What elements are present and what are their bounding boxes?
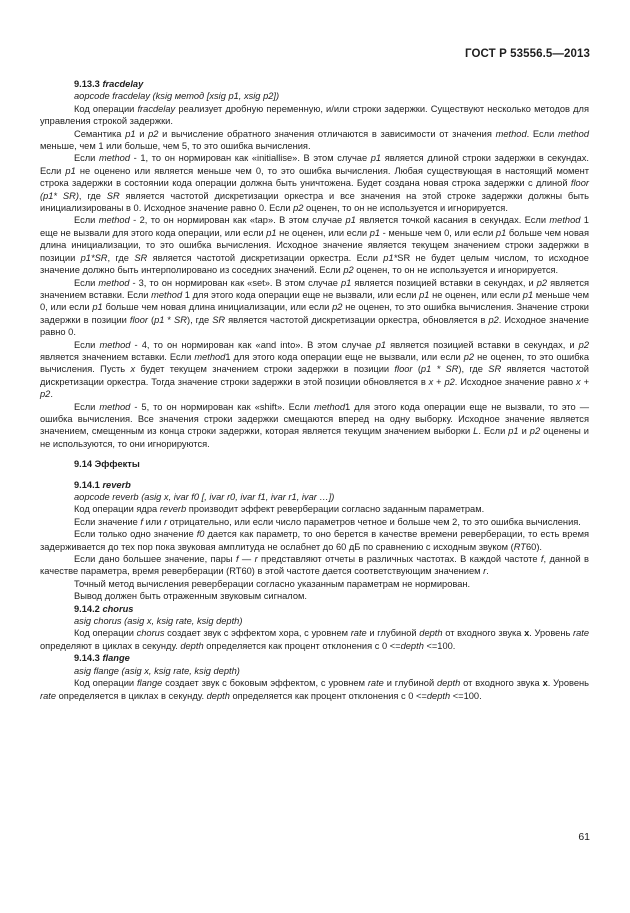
body-paragraph: Если method - 2, то он нормирован как «tap». В этом случае p1 является точкой касания в секундах. Если method 1 еще не вызвали для этого кода операции, или если p1 не оценен, или если p1 - меньше чем 0, или если p1 больше чем новая длина инициализации, то это ошибка вычисления. Исходное значение является текущем значением строки задержки в позиции p1*SR, где SR является частотой дискретизации оркестра. Если p1*SR не будет целым числом, то исходное значение должно быть интерполировано из соседних значений. Если p2 оценен, то он не используется и игнорируется. (40, 215, 589, 276)
opcode-syntax: asig chorus (asig x, ksig rate, ksig depth) (74, 616, 243, 627)
page-number: 61 (578, 831, 590, 843)
section-heading: 9.13.3 fracdelay (74, 79, 144, 89)
section-heading: 9.14 Эффекты (74, 459, 140, 470)
document-body (40, 78, 589, 702)
body-paragraph: Если method - 5, то он нормирован как «shift». Если method1 для этого кода операции еще не вызвали, то это — ошибка вычисления. Все значения строки задержки смещаются вперед на одну выборку. Исходное значение является значением, смещенным из конца строки задержки, которая является текущим значением выборки L. Если p1 и p2 оценены и не используются, то они игнорируются. (40, 401, 589, 449)
opcode-syntax: aopcode reverb (asig x, ivar f0 [, ivar r0, ivar f1, ivar r1, ivar …]) (74, 492, 335, 502)
section-heading: 9.14.2 chorus (74, 603, 134, 614)
opcode-syntax: aopcode fracdelay (ksig метод [xsig p1, xsig p2]) (74, 91, 280, 102)
body-paragraph: Точный метод вычисления реверберации согласно указанным параметрам не нормирован. (74, 578, 471, 589)
opcode-syntax: asig flange (asig x, ksig rate, ksig depth) (74, 665, 240, 676)
body-paragraph: Если method - 4, то он нормирован как «and into». В этом случае p1 является позицией вставки в секундах, и p2 является значением вставки. Если method1 для этого кода операции еще не вызвали, или если p2 не оценен, то это ошибка вычисления. Пусть x будет текущем значением строки задержки в позиции floor (p1 * SR), где SR является частотой дискретизации оркестра. Тогда значение строки задержки в этой позиции обновляется в x + p2. Исходное значение равно x + p2. (40, 339, 590, 400)
body-paragraph: Код операции chorus создает звук с эффектом хора, с уровнем rate и глубиной depth от входного звука x. Уровень rate определяют в циклах в секунду. depth определяется как процент отклонения с 0 <=depth <=100. (40, 628, 590, 651)
body-paragraph: Код операции flange создает звук с боковым эффектом, с уровнем rate и глубиной depth от входного звука x. Уровень rate определяется в циклах в секунду. depth определяется как процент отклонения с 0 <=depth <=100. (40, 678, 589, 701)
body-paragraph: Семантика p1 и p2 и вычисление обратного значения отличаются в зависимости от значения method. Если method меньше, чем 1 или больше, чем 5, то это ошибка вычисления. (40, 128, 590, 152)
section-heading: 9.14.1 reverb (74, 479, 131, 490)
body-paragraph: Если method - 3, то он нормирован как «set». В этом случае p1 является позицией вставки в секундах, и p2 является значением вставки. Если method 1 для этого кода операции еще не вызвали, или если p1 не оценен, или если p1 меньше чем 0, или если p1 больше чем новая длина инициализации, или если p2 не оценен, то это ошибка вычисления. Значение строки задержки в позиции floor (p1 * SR), где SR является частотой дискретизации оркестра, обновляется в p2. Исходное значение равно 0. (40, 277, 589, 338)
body-paragraph: Если method - 1, то он нормирован как «initiallise». В этом случае p1 является длиной строки задержки в секундах. Если p1 не оценено или является меньше чем 0, то это ошибка вычисления. Любая существующая в настоящий момент строка задержки в состоянии кода операции должна быть уничтожена. Будет создана новая строка задержки с длиной floor (p1* SR), где SR является частотой дискретизации оркестра и все значения на этой строке задержки должны быть инициализированы в 0. Исходное значение равно 0. Если p2 оценен, то он не используется и игнорируется. (40, 153, 589, 214)
page-header-doc-id: ГОСТ Р 53556.5—2013 (465, 48, 590, 60)
body-paragraph: Код операции fracdelay реализует дробную переменную, и/или строки задержки. Существуют несколько методов для управления строкой задержки. (40, 103, 589, 127)
body-paragraph: Код операции ядра reverb производит эффект реверберации согласно заданным параметрам. (74, 504, 485, 515)
body-paragraph: Если только одно значение f0 дается как параметр, то оно берется в качестве времени реверберации, то есть время задерживается до тех пор пока звуковая амплитуда не ослабнет до 60 дБ по сравнению с исходным звуком (RT60). (40, 529, 590, 552)
body-paragraph: Если дано большее значение, пары f — r представляют отчеты в различных частотах. В каждой частоте f, данной в качестве параметра, время реверберации (RT60) в этой частоте дается соответствующим значением r. (40, 554, 589, 577)
body-paragraph: Вывод должен быть отраженным звуковым сигналом. (74, 591, 307, 602)
section-heading: 9.14.3 flange (74, 653, 130, 664)
body-paragraph: Если значение f или r отрицательно, или если число параметров четное и больше чем 2, то это ошибка вычисления. (74, 516, 581, 527)
